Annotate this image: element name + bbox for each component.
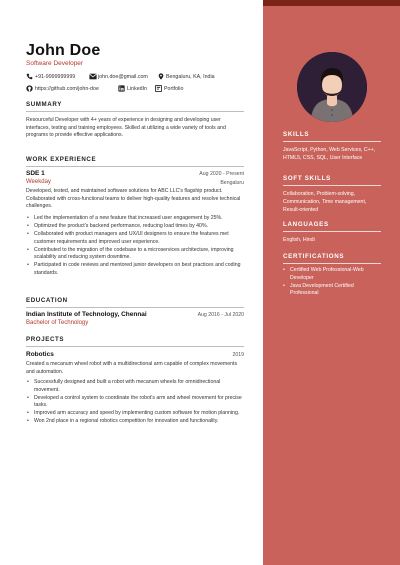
location-icon <box>157 73 164 80</box>
github-icon <box>26 85 33 92</box>
experience-heading: WORK EXPERIENCE <box>26 156 97 163</box>
portfolio-link[interactable]: Portfolio <box>164 85 184 92</box>
contact-email <box>89 73 148 80</box>
email-icon <box>89 73 96 80</box>
soft-skills-text: Collaboration, Problem-solving, Communication, Time management, Result-oriented <box>283 191 367 213</box>
avatar <box>297 52 367 122</box>
list-item: • Participated in code reviews and mentored junior developers on best practices and coding standards. <box>26 262 244 277</box>
project-year: 2019 <box>232 352 244 358</box>
projects-divider <box>26 346 244 347</box>
education-dates: Aug 2016 - Jul 2020 <box>197 312 244 318</box>
summary-text: Resourceful Developer with 4+ years of experience in designing and developing user interfaces, testing and training employees. Skilled at utilizing a wide variety of tools and programs to provide effective applications. <box>26 117 226 139</box>
soft-skills-heading: SOFT SKILLS <box>283 175 331 182</box>
github-link[interactable]: https://github.com/john-doe <box>35 85 99 92</box>
project-description: Created a mecanum wheel robot with a multidirectional arm capable of complex movements and automation. <box>26 361 238 375</box>
list-item: • Certified Web Professional-Web Developer <box>283 267 383 283</box>
list-item: • Optimized the product's backend performance, reducing load times by 40%. <box>26 223 244 231</box>
email-text[interactable]: john.doe@gmail.com <box>98 73 148 80</box>
list-item: • Improved arm accuracy and speed by implementing custom software for motion planning. <box>26 410 244 418</box>
contact-github <box>26 85 99 92</box>
contact-phone <box>26 73 75 80</box>
list-item: • Led the implementation of a new feature that increased user engagement by 25%. <box>26 215 244 223</box>
contact-portfolio <box>155 85 183 92</box>
certifications-divider <box>283 263 381 264</box>
skills-divider <box>283 141 381 142</box>
linkedin-icon <box>118 85 125 92</box>
contact-location <box>157 73 215 80</box>
project-name: Robotics <box>26 351 54 358</box>
job-title: SDE 1 <box>26 170 45 177</box>
candidate-name: John Doe <box>26 42 101 59</box>
linkedin-link[interactable]: LinkedIn <box>127 85 148 92</box>
summary-heading: SUMMARY <box>26 101 62 108</box>
job-dates: Aug 2020 - Present <box>199 171 244 177</box>
soft-skills-divider <box>283 185 381 186</box>
experience-divider <box>26 166 244 167</box>
education-divider <box>26 307 244 308</box>
list-item: • Java Development Certified Professional <box>283 283 383 299</box>
list-item: • Successfully designed and built a robot with mecanum wheels for omnidirectional movement. <box>26 379 244 394</box>
education-heading: EDUCATION <box>26 297 68 304</box>
location-text: Bengaluru, KA, India <box>166 73 215 80</box>
projects-heading: PROJECTS <box>26 336 65 343</box>
job-company: Weekday <box>26 179 51 185</box>
degree-name: Bachelor of Technology <box>26 320 89 326</box>
phone-icon <box>26 73 33 80</box>
phone-text[interactable]: +91-9999999999 <box>35 73 76 80</box>
languages-divider <box>283 231 381 232</box>
contact-linkedin <box>118 85 147 92</box>
languages-text: English, Hindi <box>283 237 315 243</box>
list-item: • Developed a control system to coordinate the robot's arm and wheel movement for precise tasks. <box>26 395 244 410</box>
skills-heading: SKILLS <box>283 131 310 138</box>
list-item: • Won 2nd place in a regional robotics competition for innovation and functionality. <box>26 418 244 426</box>
list-item: • Collaborated with product managers and UX/UI designers to ensure the features met customer requirements and improved user experience. <box>26 231 244 246</box>
summary-divider <box>26 111 244 112</box>
job-location: Bengaluru <box>220 180 244 186</box>
project-bullets <box>26 379 244 426</box>
list-item: • Contributed to the migration of the codebase to a microservices architecture, improving scalability and reducing system downtime. <box>26 247 244 262</box>
skills-text: JavaScript, Python, Web Services, C++, HTML5, CSS, SQL, User Interface <box>283 147 376 161</box>
certifications-heading: CERTIFICATIONS <box>283 253 345 260</box>
candidate-role: Software Developer <box>26 60 84 67</box>
job-bullets <box>26 215 244 278</box>
school-name: Indian Institute of Technology, Chennai <box>26 311 147 318</box>
portfolio-icon <box>155 85 162 92</box>
certifications-list <box>283 267 383 298</box>
languages-heading: LANGUAGES <box>283 221 329 228</box>
job-description: Developed, tested, and maintained software solutions for ABC LLC's flagship product. Collaborated with cross-functional teams to deliver high-quality features and resolve technical challenges. <box>26 188 241 210</box>
